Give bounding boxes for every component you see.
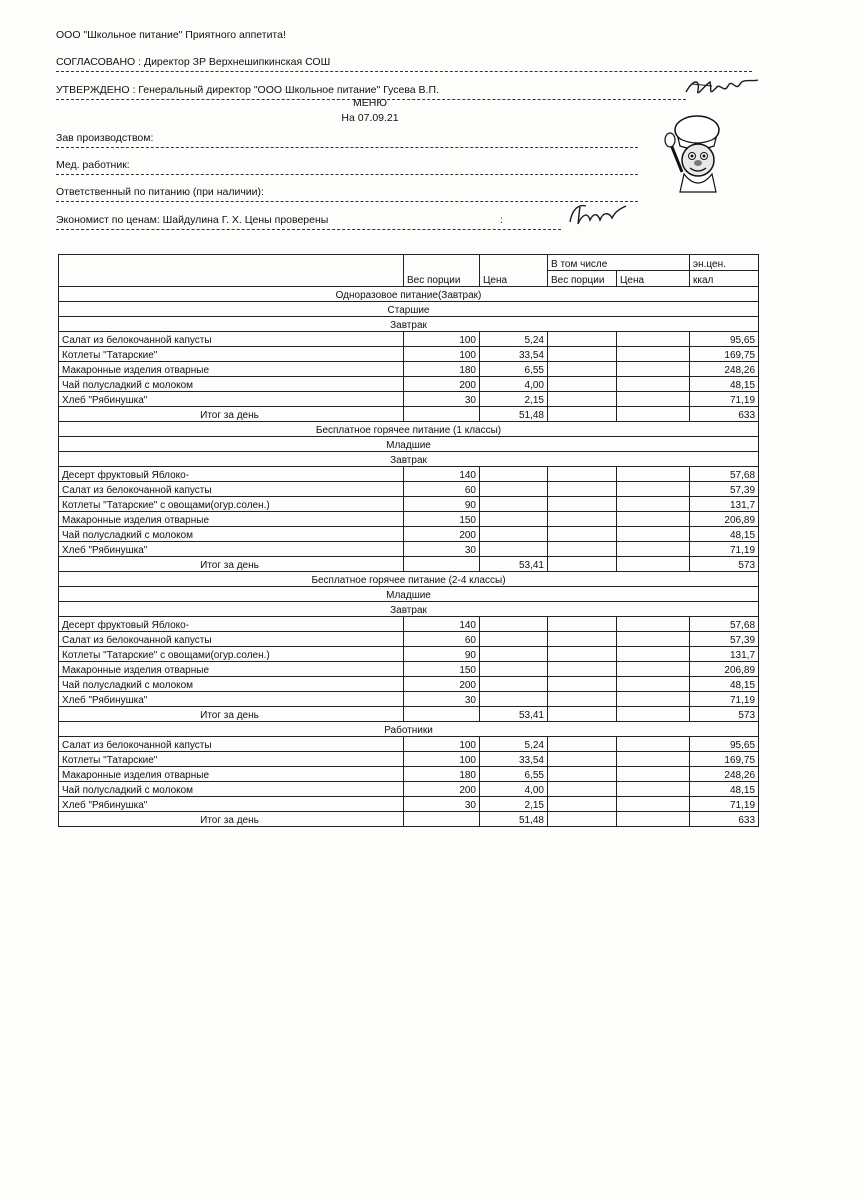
table-row xyxy=(59,347,759,362)
dish-weight: 60 xyxy=(404,482,480,497)
table-header-row-1 xyxy=(59,255,759,271)
incl-weight xyxy=(548,542,617,557)
group-row xyxy=(59,302,759,317)
dish-name: Чай полусладкий с молоком xyxy=(59,677,404,692)
incl-price xyxy=(617,482,690,497)
dish-price xyxy=(480,482,548,497)
incl-weight xyxy=(548,467,617,482)
header-weight: Вес порции xyxy=(404,255,480,287)
dish-kcal: 57,39 xyxy=(690,482,759,497)
table-row xyxy=(59,512,759,527)
group-row xyxy=(59,437,759,452)
economist-label: Экономист по ценам: Шайдулина Г. Х. Цены проверены xyxy=(56,214,329,226)
dish-kcal: 48,15 xyxy=(690,527,759,542)
group-title: Младшие xyxy=(59,587,759,602)
incl-weight xyxy=(548,677,617,692)
menu-table xyxy=(58,254,759,827)
dish-price xyxy=(480,542,548,557)
dish-name: Салат из белокочанной капусты xyxy=(59,332,404,347)
total-incl-price xyxy=(617,557,690,572)
dish-name: Котлеты "Татарские" xyxy=(59,347,404,362)
total-weight xyxy=(404,407,480,422)
dish-name: Салат из белокочанной капусты xyxy=(59,482,404,497)
dish-kcal: 71,19 xyxy=(690,692,759,707)
table-row xyxy=(59,752,759,767)
dish-name: Хлеб "Рябинушка" xyxy=(59,542,404,557)
total-weight xyxy=(404,812,480,827)
total-label: Итог за день xyxy=(59,707,404,722)
dish-price xyxy=(480,617,548,632)
total-row xyxy=(59,707,759,722)
incl-weight xyxy=(548,737,617,752)
dish-weight: 180 xyxy=(404,362,480,377)
dish-weight: 180 xyxy=(404,767,480,782)
responsible-underline xyxy=(56,201,638,202)
table-row xyxy=(59,677,759,692)
dish-price xyxy=(480,692,548,707)
total-weight xyxy=(404,707,480,722)
dish-name: Хлеб "Рябинушка" xyxy=(59,692,404,707)
total-price: 53,41 xyxy=(480,707,548,722)
dish-price: 6,55 xyxy=(480,767,548,782)
dish-weight: 100 xyxy=(404,752,480,767)
meal-row xyxy=(59,317,759,332)
production-head-label: Зав производством: xyxy=(56,132,154,144)
economist-colon: : xyxy=(500,214,503,226)
incl-price xyxy=(617,782,690,797)
dish-name: Десерт фруктовый Яблоко- xyxy=(59,467,404,482)
responsible-label: Ответственный по питанию (при наличии): xyxy=(56,186,264,198)
total-kcal: 573 xyxy=(690,557,759,572)
total-kcal: 633 xyxy=(690,812,759,827)
incl-price xyxy=(617,617,690,632)
total-incl-weight xyxy=(548,812,617,827)
table-row xyxy=(59,362,759,377)
dish-weight: 30 xyxy=(404,692,480,707)
dish-weight: 150 xyxy=(404,662,480,677)
header-incl-price: Цена xyxy=(617,271,690,287)
dish-kcal: 57,68 xyxy=(690,467,759,482)
dish-kcal: 71,19 xyxy=(690,392,759,407)
confirmed-line: УТВЕРЖДЕНО : Генеральный директор "ООО Школьное питание" Гусева В.П. xyxy=(56,84,439,96)
incl-weight xyxy=(548,782,617,797)
dish-price xyxy=(480,632,548,647)
dish-kcal: 71,19 xyxy=(690,542,759,557)
dish-weight: 150 xyxy=(404,512,480,527)
dish-kcal: 48,15 xyxy=(690,377,759,392)
dish-name: Котлеты "Татарские" с овощами(огур.солен.) xyxy=(59,497,404,512)
dish-price: 5,24 xyxy=(480,332,548,347)
incl-price xyxy=(617,752,690,767)
incl-weight xyxy=(548,797,617,812)
dish-weight: 200 xyxy=(404,527,480,542)
section-title: Бесплатное горячее питание (2-4 классы) xyxy=(59,572,759,587)
section-title-row xyxy=(59,572,759,587)
meal-row xyxy=(59,452,759,467)
header-energy-unit: ккал xyxy=(690,271,759,287)
dish-kcal: 57,39 xyxy=(690,632,759,647)
dish-kcal: 131,7 xyxy=(690,647,759,662)
incl-price xyxy=(617,692,690,707)
dish-price: 5,24 xyxy=(480,737,548,752)
incl-price xyxy=(617,662,690,677)
incl-weight xyxy=(548,662,617,677)
total-incl-weight xyxy=(548,707,617,722)
director-signature xyxy=(682,72,762,104)
dish-kcal: 169,75 xyxy=(690,347,759,362)
dish-price xyxy=(480,497,548,512)
dish-kcal: 206,89 xyxy=(690,512,759,527)
dish-price xyxy=(480,677,548,692)
incl-weight xyxy=(548,632,617,647)
group-title: Работники xyxy=(59,722,759,737)
incl-price xyxy=(617,647,690,662)
total-weight xyxy=(404,557,480,572)
dish-weight: 100 xyxy=(404,332,480,347)
dish-name: Салат из белокочанной капусты xyxy=(59,737,404,752)
dish-name: Хлеб "Рябинушка" xyxy=(59,797,404,812)
dish-kcal: 95,65 xyxy=(690,737,759,752)
approved-line: СОГЛАСОВАНО : Директор ЗР Верхнешипкинская СОШ xyxy=(56,56,331,68)
dish-name: Чай полусладкий с молоком xyxy=(59,782,404,797)
dish-kcal: 169,75 xyxy=(690,752,759,767)
table-row xyxy=(59,737,759,752)
dish-weight: 30 xyxy=(404,797,480,812)
dish-name: Макаронные изделия отварные xyxy=(59,767,404,782)
header-price: Цена xyxy=(480,255,548,287)
table-row xyxy=(59,527,759,542)
incl-price xyxy=(617,347,690,362)
table-row xyxy=(59,692,759,707)
total-price: 51,48 xyxy=(480,407,548,422)
dish-weight: 200 xyxy=(404,377,480,392)
incl-weight xyxy=(548,497,617,512)
menu-title: МЕНЮ xyxy=(353,97,387,109)
incl-price xyxy=(617,677,690,692)
dish-name: Хлеб "Рябинушка" xyxy=(59,392,404,407)
incl-price xyxy=(617,737,690,752)
total-incl-price xyxy=(617,812,690,827)
dish-kcal: 95,65 xyxy=(690,332,759,347)
meal-title: Завтрак xyxy=(59,602,759,617)
dish-weight: 140 xyxy=(404,617,480,632)
dish-price xyxy=(480,527,548,542)
incl-weight xyxy=(548,332,617,347)
incl-price xyxy=(617,497,690,512)
dish-price: 33,54 xyxy=(480,752,548,767)
table-row xyxy=(59,617,759,632)
dish-kcal: 248,26 xyxy=(690,767,759,782)
table-row xyxy=(59,782,759,797)
dish-weight: 30 xyxy=(404,392,480,407)
table-row xyxy=(59,647,759,662)
dish-kcal: 48,15 xyxy=(690,677,759,692)
total-row xyxy=(59,407,759,422)
incl-weight xyxy=(548,512,617,527)
incl-weight xyxy=(548,377,617,392)
section-title: Бесплатное горячее питание (1 классы) xyxy=(59,422,759,437)
dish-kcal: 131,7 xyxy=(690,497,759,512)
economist-underline xyxy=(56,229,561,230)
dish-price: 4,00 xyxy=(480,377,548,392)
dish-name: Котлеты "Татарские" с овощами(огур.солен.) xyxy=(59,647,404,662)
economist-signature xyxy=(566,200,630,230)
incl-price xyxy=(617,767,690,782)
total-kcal: 573 xyxy=(690,707,759,722)
incl-price xyxy=(617,542,690,557)
dish-weight: 60 xyxy=(404,632,480,647)
incl-price xyxy=(617,362,690,377)
dish-weight: 100 xyxy=(404,347,480,362)
dish-name: Макаронные изделия отварные xyxy=(59,362,404,377)
total-incl-price xyxy=(617,707,690,722)
header-including: В том числе xyxy=(548,255,690,271)
incl-weight xyxy=(548,767,617,782)
table-row xyxy=(59,662,759,677)
dish-weight: 200 xyxy=(404,677,480,692)
incl-weight xyxy=(548,752,617,767)
dish-name: Чай полусладкий с молоком xyxy=(59,527,404,542)
table-row xyxy=(59,632,759,647)
dish-price: 33,54 xyxy=(480,347,548,362)
table-row xyxy=(59,392,759,407)
total-incl-price xyxy=(617,407,690,422)
med-worker-underline xyxy=(56,174,638,175)
approved-underline xyxy=(56,71,752,72)
incl-price xyxy=(617,527,690,542)
incl-price xyxy=(617,512,690,527)
section-title: Одноразовое питание(Завтрак) xyxy=(59,287,759,302)
table-row xyxy=(59,377,759,392)
incl-price xyxy=(617,332,690,347)
incl-weight xyxy=(548,647,617,662)
dish-price: 2,15 xyxy=(480,797,548,812)
table-row xyxy=(59,467,759,482)
group-title: Младшие xyxy=(59,437,759,452)
header-incl-weight: Вес порции xyxy=(548,271,617,287)
incl-price xyxy=(617,392,690,407)
table-row xyxy=(59,482,759,497)
dish-name: Салат из белокочанной капусты xyxy=(59,632,404,647)
med-worker-label: Мед. работник: xyxy=(56,159,130,171)
total-price: 53,41 xyxy=(480,557,548,572)
dish-name: Чай полусладкий с молоком xyxy=(59,377,404,392)
total-kcal: 633 xyxy=(690,407,759,422)
dish-weight: 90 xyxy=(404,497,480,512)
dish-name: Макаронные изделия отварные xyxy=(59,662,404,677)
dish-price xyxy=(480,467,548,482)
dish-kcal: 57,68 xyxy=(690,617,759,632)
incl-weight xyxy=(548,617,617,632)
dish-price xyxy=(480,647,548,662)
dish-weight: 100 xyxy=(404,737,480,752)
dish-kcal: 71,19 xyxy=(690,797,759,812)
header-energy: эн.цен. xyxy=(690,255,759,271)
total-label: Итог за день xyxy=(59,407,404,422)
dish-price: 4,00 xyxy=(480,782,548,797)
meal-row xyxy=(59,602,759,617)
incl-weight xyxy=(548,482,617,497)
org-line: ООО "Школьное питание" Приятного аппетита! xyxy=(56,29,286,41)
total-row xyxy=(59,557,759,572)
production-head-underline xyxy=(56,147,638,148)
dish-name: Макаронные изделия отварные xyxy=(59,512,404,527)
table-row xyxy=(59,542,759,557)
dish-name: Котлеты "Татарские" xyxy=(59,752,404,767)
group-title: Старшие xyxy=(59,302,759,317)
dish-name: Десерт фруктовый Яблоко- xyxy=(59,617,404,632)
section-title-row xyxy=(59,422,759,437)
section-title-row xyxy=(59,287,759,302)
incl-price xyxy=(617,377,690,392)
total-label: Итог за день xyxy=(59,812,404,827)
incl-price xyxy=(617,467,690,482)
total-price: 51,48 xyxy=(480,812,548,827)
dish-weight: 30 xyxy=(404,542,480,557)
dish-price xyxy=(480,512,548,527)
group-row xyxy=(59,587,759,602)
dish-price xyxy=(480,662,548,677)
dish-kcal: 248,26 xyxy=(690,362,759,377)
incl-weight xyxy=(548,347,617,362)
dish-kcal: 48,15 xyxy=(690,782,759,797)
group-row xyxy=(59,722,759,737)
incl-price xyxy=(617,632,690,647)
dish-kcal: 206,89 xyxy=(690,662,759,677)
table-row xyxy=(59,767,759,782)
total-incl-weight xyxy=(548,407,617,422)
incl-price xyxy=(617,797,690,812)
table-row xyxy=(59,332,759,347)
dish-price: 2,15 xyxy=(480,392,548,407)
incl-weight xyxy=(548,527,617,542)
total-incl-weight xyxy=(548,557,617,572)
meal-title: Завтрак xyxy=(59,317,759,332)
table-row xyxy=(59,797,759,812)
dish-price: 6,55 xyxy=(480,362,548,377)
incl-weight xyxy=(548,362,617,377)
incl-weight xyxy=(548,392,617,407)
incl-weight xyxy=(548,692,617,707)
table-row xyxy=(59,497,759,512)
total-label: Итог за день xyxy=(59,557,404,572)
total-row xyxy=(59,812,759,827)
chef-mascot-icon xyxy=(662,112,732,196)
menu-date: На 07.09.21 xyxy=(341,112,399,124)
meal-title: Завтрак xyxy=(59,452,759,467)
dish-weight: 90 xyxy=(404,647,480,662)
header-name-cell xyxy=(59,255,404,287)
dish-weight: 200 xyxy=(404,782,480,797)
dish-weight: 140 xyxy=(404,467,480,482)
